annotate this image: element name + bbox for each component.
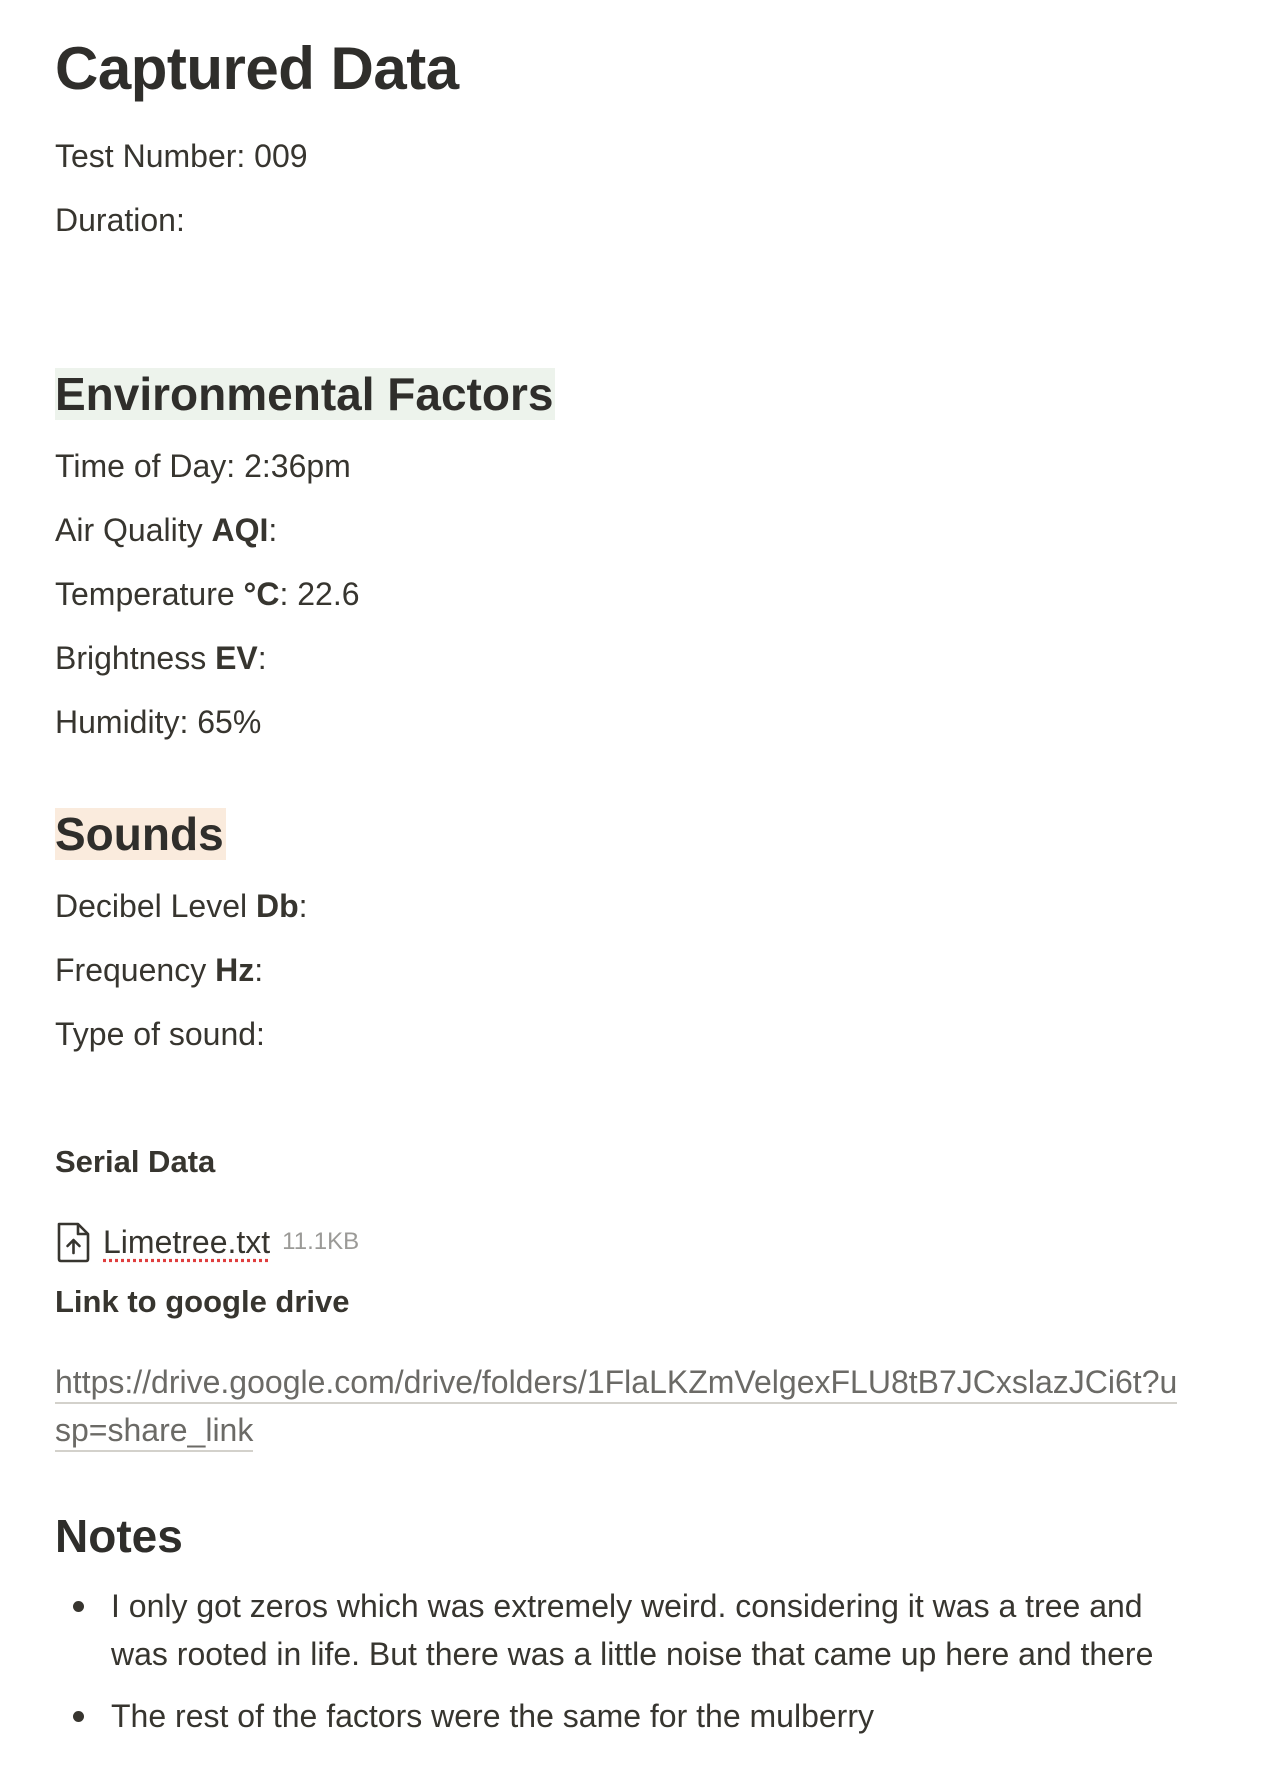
frequency-unit: Hz [215,952,255,988]
humidity-value: 65% [197,704,262,740]
brightness-label: Brightness [55,640,216,676]
serial-data-heading: Serial Data [55,1144,216,1179]
temperature-unit: °C [243,576,280,612]
page-title: Captured Data [55,35,459,102]
frequency-suffix: : [254,952,264,988]
decibel-line [55,886,308,926]
note-text: I only got zeros which was extremely weird. considering it was a tree and was rooted in life. But there was a little noise that came up here and there [111,1588,1154,1672]
brightness-suffix: : [257,640,267,676]
test-number-line [55,136,308,176]
time-of-day-line [55,446,351,486]
google-drive-url[interactable]: https://drive.google.com/drive/folders/1FlaLKZmVelgexFLU8tB7JCxslazJCi6t?usp=share_link [55,1364,1177,1452]
frequency-label: Frequency [55,952,216,988]
sounds-heading-text: Sounds [55,808,224,860]
notes-list [55,1582,1185,1754]
decibel-suffix: : [298,888,308,924]
file-upload-icon [55,1221,91,1263]
list-item [55,1692,1185,1740]
temperature-suffix: : [279,576,298,612]
note-text: The rest of the factors were the same for the mulberry [111,1698,874,1734]
type-of-sound-label: Type of sound: [55,1016,265,1052]
brightness-unit: EV [215,640,258,676]
google-drive-link[interactable] [55,1358,1185,1454]
test-number-value: 009 [254,138,308,174]
temperature-value: 22.6 [297,576,360,612]
file-name-link[interactable]: Limetree.txt [103,1223,271,1260]
temperature-label: Temperature [55,576,244,612]
air-quality-label: Air Quality [55,512,212,548]
air-quality-unit: AQI [211,512,269,548]
file-size: 11.1KB [282,1228,360,1255]
duration-label: Duration: [55,202,185,238]
test-number-label: Test Number: [55,138,255,174]
frequency-line [55,950,263,990]
environmental-factors-heading [55,366,555,422]
temperature-line [55,574,360,614]
google-drive-heading: Link to google drive [55,1284,350,1319]
humidity-line [55,702,261,742]
file-attachment[interactable] [55,1220,359,1264]
list-item [55,1582,1185,1678]
time-of-day-label: Time of Day: [55,448,245,484]
sounds-heading [55,806,226,862]
air-quality-suffix: : [268,512,278,548]
humidity-label: Humidity: [55,704,198,740]
duration-line [55,200,185,240]
environmental-factors-heading-text: Environmental Factors [55,368,554,420]
time-of-day-value: 2:36pm [244,448,351,484]
type-of-sound-line [55,1014,265,1054]
air-quality-line [55,510,277,550]
notes-heading: Notes [55,1510,183,1562]
bullet-icon [73,1711,84,1722]
bullet-icon [73,1601,84,1612]
brightness-line [55,638,267,678]
decibel-label: Decibel Level [55,888,256,924]
decibel-unit: Db [256,888,299,924]
